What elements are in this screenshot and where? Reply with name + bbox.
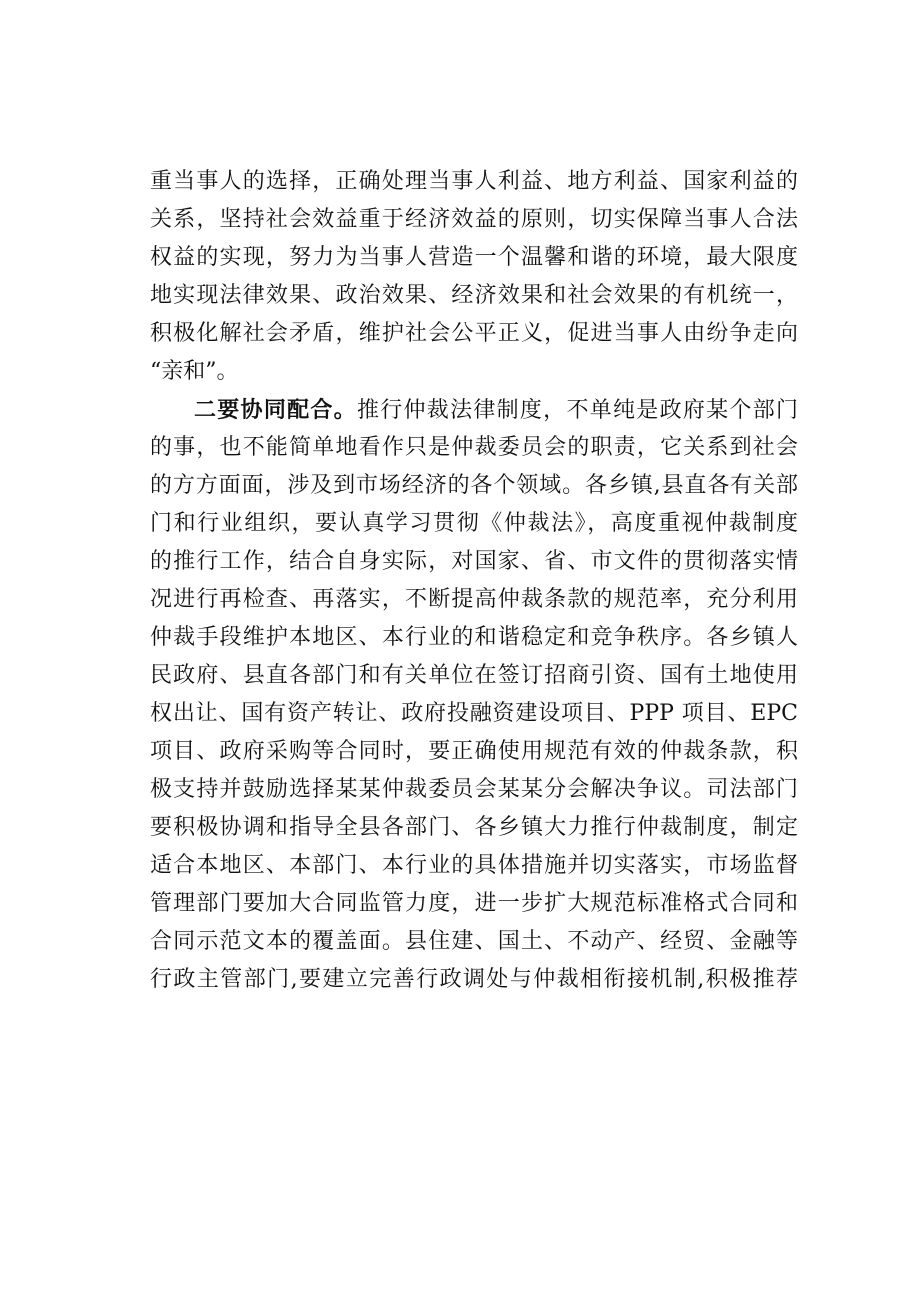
text-line: 的方方面面，涉及到市场经济的各个领域。各乡镇,县直各有关部	[150, 473, 798, 498]
text-line: 管理部门要加大合同监管力度，进一步扩大规范标准格式合同和	[150, 891, 798, 916]
text-line: 权益的实现，努力为当事人营造一个温馨和谐的环境，最大限度	[150, 245, 798, 270]
text-line: 积极化解社会矛盾，维护社会公平正义，促进当事人由纷争走向	[150, 321, 798, 346]
text-line: 关系，坚持社会效益重于经济效益的原则，切实保障当事人合法	[150, 207, 798, 232]
text-line: 的事，也不能简单地看作只是仲裁委员会的职责，它关系到社会	[150, 435, 798, 460]
text-span: 推行仲裁法律制度，不单纯是政府某个部门	[356, 398, 798, 423]
text-line: “亲和”。	[150, 359, 239, 384]
text-line: 项目、政府采购等合同时，要正确使用规范有效的仲裁条款，积	[150, 739, 798, 764]
text-line: 门和行业组织，要认真学习贯彻《仲裁法》，高度重视仲裁制度	[150, 511, 798, 536]
text-line: 况进行再检查、再落实，不断提高仲裁条款的规范率，充分利用	[150, 587, 798, 612]
text-line: 适合本地区、本部门、本行业的具体措施并切实落实，市场监督	[150, 853, 798, 878]
text-line: 极支持并鼓励选择某某仲裁委员会某某分会解决争议。司法部门	[150, 777, 798, 802]
text-line: 行政主管部门,要建立完善行政调处与仲裁相衔接机制,积极推荐	[150, 967, 798, 992]
paragraph-first-line	[150, 391, 798, 429]
paragraph-1	[150, 163, 798, 391]
text-line: 地实现法律效果、政治效果、经济效果和社会效果的有机统一，	[150, 283, 798, 308]
text-line: 要积极协调和指导全县各部门、各乡镇大力推行仲裁制度，制定	[150, 815, 798, 840]
text-line: 重当事人的选择，正确处理当事人利益、地方利益、国家利益的	[150, 169, 798, 194]
text-line: 仲裁手段维护本地区、本行业的和谐稳定和竞争秩序。各乡镇人	[150, 625, 798, 650]
paragraph-2	[150, 391, 798, 999]
body-text	[150, 163, 798, 999]
text-line: 权出让、国有资产转让、政府投融资建设项目、PPP 项目、EPC	[150, 701, 798, 726]
paragraph-heading: 二要协同配合。	[194, 397, 357, 423]
text-line: 的推行工作，结合自身实际，对国家、省、市文件的贯彻落实情	[150, 549, 798, 574]
text-line: 合同示范文本的覆盖面。县住建、国土、不动产、经贸、金融等	[150, 929, 798, 954]
text-line: 民政府、县直各部门和有关单位在签订招商引资、国有土地使用	[150, 663, 798, 688]
